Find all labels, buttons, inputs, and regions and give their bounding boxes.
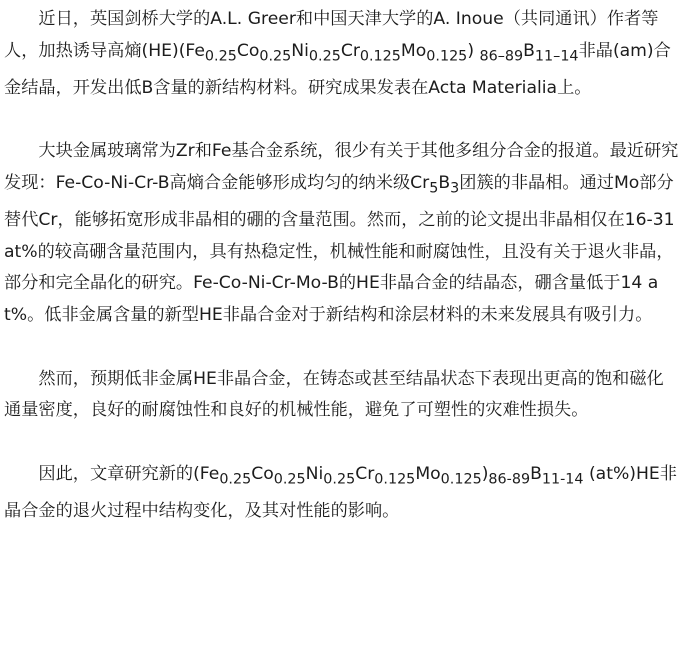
formula-subscript: 0.25 — [259, 48, 292, 65]
text-run: Ni — [291, 40, 309, 61]
formula-subscript: 0.125 — [374, 471, 416, 488]
text-run: B — [438, 172, 451, 193]
text-run: Cr — [355, 463, 375, 484]
paragraph-background — [4, 136, 680, 332]
paragraph-spacer — [4, 105, 680, 137]
paragraph-purpose — [4, 459, 680, 528]
formula-subscript: 11–14 — [534, 48, 579, 65]
formula-subscript: 0.25 — [273, 471, 306, 488]
formula-subscript: 5 — [429, 180, 439, 197]
text-run: Cr — [340, 40, 360, 61]
formula-subscript: 0.125 — [359, 48, 401, 65]
paragraph-spacer — [4, 427, 680, 459]
text-run: Mo — [400, 40, 427, 61]
formula-subscript: 86–89 — [479, 48, 524, 65]
text-run: Co — [236, 40, 260, 61]
formula-subscript: 0.125 — [426, 48, 468, 65]
text-run: 近日，英国剑桥大学的A.L. Greer和中国天津大学的A. Inoue（共同通讯）作者等人，加热诱导高熵(HE)(Fe — [4, 9, 659, 61]
article-body — [4, 4, 680, 528]
paragraph-spacer — [4, 332, 680, 364]
text-run: B — [530, 463, 542, 484]
text-run: Ni — [305, 463, 324, 484]
text-run: ) — [481, 463, 489, 484]
text-run: Co — [251, 463, 274, 484]
formula-subscript: 3 — [450, 180, 460, 197]
text-run: 大块金属玻璃常为Zr和Fe基合金系统，很少有关于其他多组分合金的报道。最近研究发现：Fe-Co-Ni-Cr-B高熵合金能够形成均匀的纳米级Cr — [4, 141, 679, 193]
formula-subscript: 0.25 — [323, 471, 356, 488]
formula-subscript: 11-14 — [541, 471, 584, 488]
text-run: 团簇的非晶相。通过Mo部分替代Cr，能够拓宽形成非晶相的硼的含量范围。然而，之前的论文提出非晶相仅在16-31 at%的较高硼含量范围内，具有热稳定性，机械性能和耐腐蚀性，且没有关于退火非晶，部分和完全晶化的研究。Fe-Co-Ni-Cr-Mo-B的HE非晶合金的结晶态，硼含量低于14 at%。低非金属含量的新型HE非晶合金对于新结构和涂层材料的未来发展具有吸引力。 — [4, 172, 675, 326]
formula-subscript: 0.125 — [440, 471, 482, 488]
formula-subscript: 0.25 — [219, 471, 252, 488]
text-run: B — [523, 40, 535, 61]
text-run: Mo — [415, 463, 441, 484]
formula-subscript: 86-89 — [488, 471, 531, 488]
formula-subscript: 0.25 — [308, 48, 341, 65]
text-run: 然而，预期低非金属HE非晶合金，在铸态或甚至结晶状态下表现出更高的饱和磁化通量密度，良好的耐腐蚀性和良好的机械性能，避免了可塑性的灾难性损失。 — [4, 368, 664, 421]
paragraph-expectation — [4, 364, 680, 427]
paragraph-intro — [4, 4, 680, 105]
text-run: 因此，文章研究新的(Fe — [38, 463, 220, 484]
text-run: ) — [467, 40, 480, 61]
text-run: 非晶(am)合金结晶，开发出低B含量的新结构材料。研究成果发表在Acta Materialia上。 — [4, 40, 671, 98]
text-run: (at%)HE非晶合金的退火过程中结构变化，及其对性能的影响。 — [4, 463, 677, 521]
formula-subscript: 0.25 — [204, 48, 237, 65]
